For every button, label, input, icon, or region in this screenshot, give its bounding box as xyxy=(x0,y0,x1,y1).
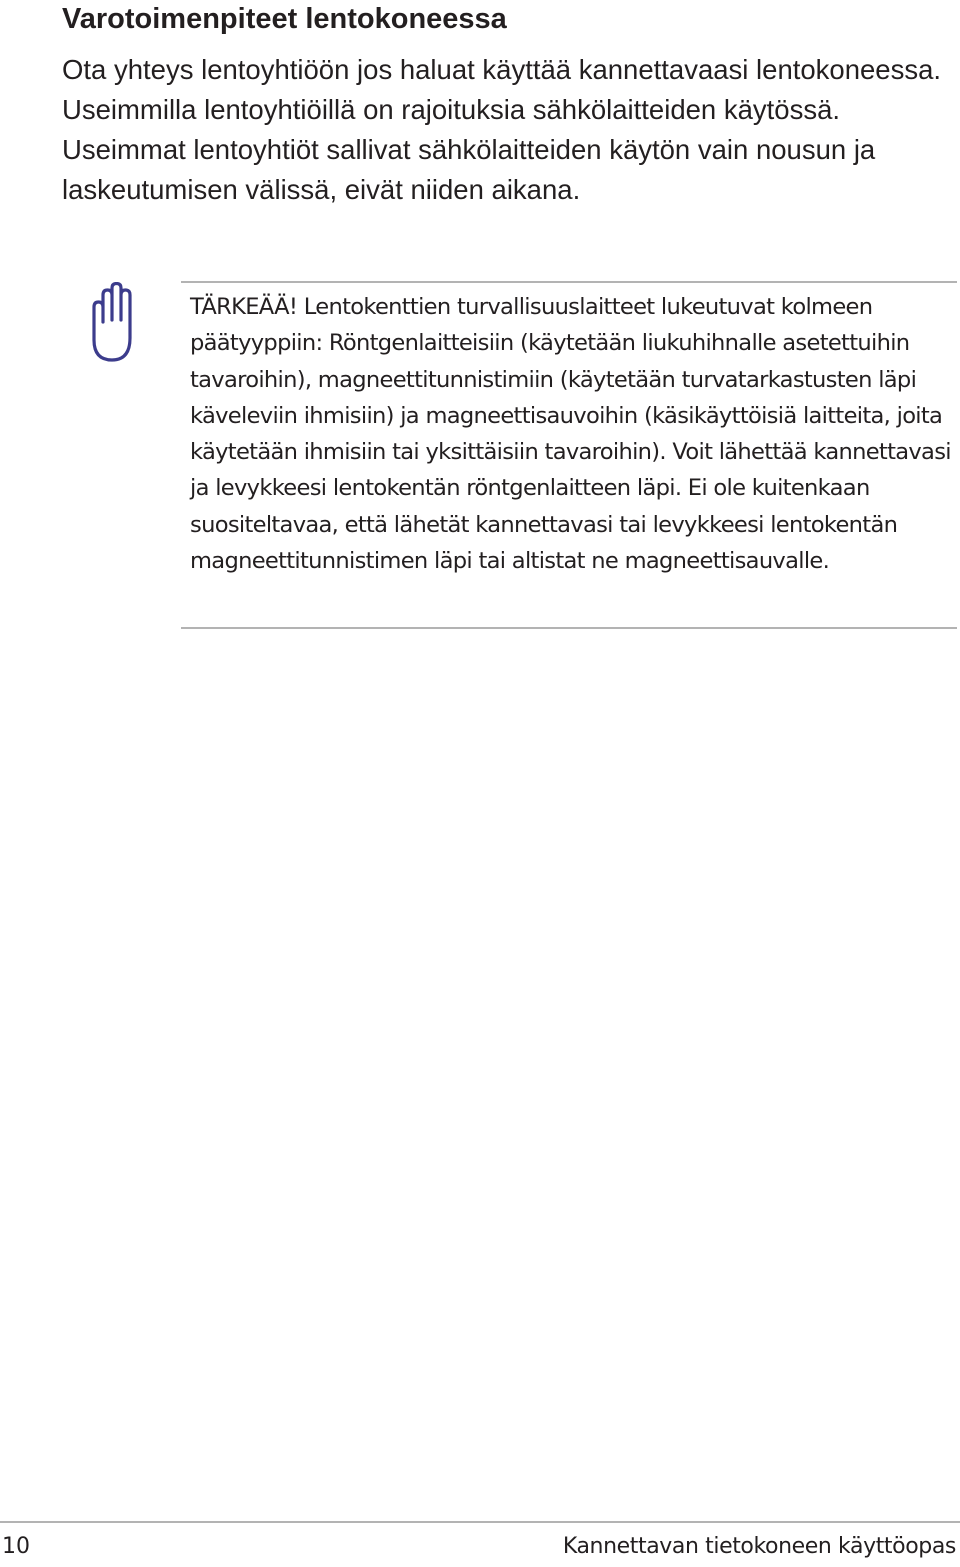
footer-rule xyxy=(0,1521,960,1523)
important-note-text: TÄRKEÄÄ! Lentokenttien turvallisuuslaitteet lukeutuvat kolmeen päätyyppiin: Röntgenlaitteisiin (käytetään liukuhihnalle asetettuihin tavaroihin), magneettitunnistimiin (käytetään turvatarkastusten läpi käveleviin ihmisiin) ja magneettisauvoihin (käsikäyttöisiä laitteita, joita käytetään ihmisiin tai yksittäisiin tavaroihin). Voit lähettää kannettavasi ja levykkeesi lentokentän röntgenlaitteen läpi. Ei ole kuitenkaan suositeltavaa, että lähetät kannettavasi tai levykkeesi lentokentän magneettitunnistimen läpi tai altistat ne magneettisauvalle. xyxy=(190,294,951,575)
intro-paragraph: Ota yhteys lentoyhtiöön jos haluat käyttää kannettavaasi lentokoneessa. Useimmilla lentoyhtiöillä on rajoituksia sähkölaitteiden käytössä. Useimmat lentoyhtiöt sallivat sähkölaitteiden käytön vain nousun ja laskeutumisen välissä, eivät niiden aikana. xyxy=(62,54,942,205)
note-top-rule xyxy=(181,281,957,283)
raised-hand-icon xyxy=(82,282,144,364)
section-title: Varotoimenpiteet lentokoneessa xyxy=(62,3,507,35)
page-number: 10 xyxy=(2,1534,30,1559)
note-bottom-rule xyxy=(181,627,957,629)
document-title: Kannettavan tietokoneen käyttöopas xyxy=(562,1534,956,1559)
